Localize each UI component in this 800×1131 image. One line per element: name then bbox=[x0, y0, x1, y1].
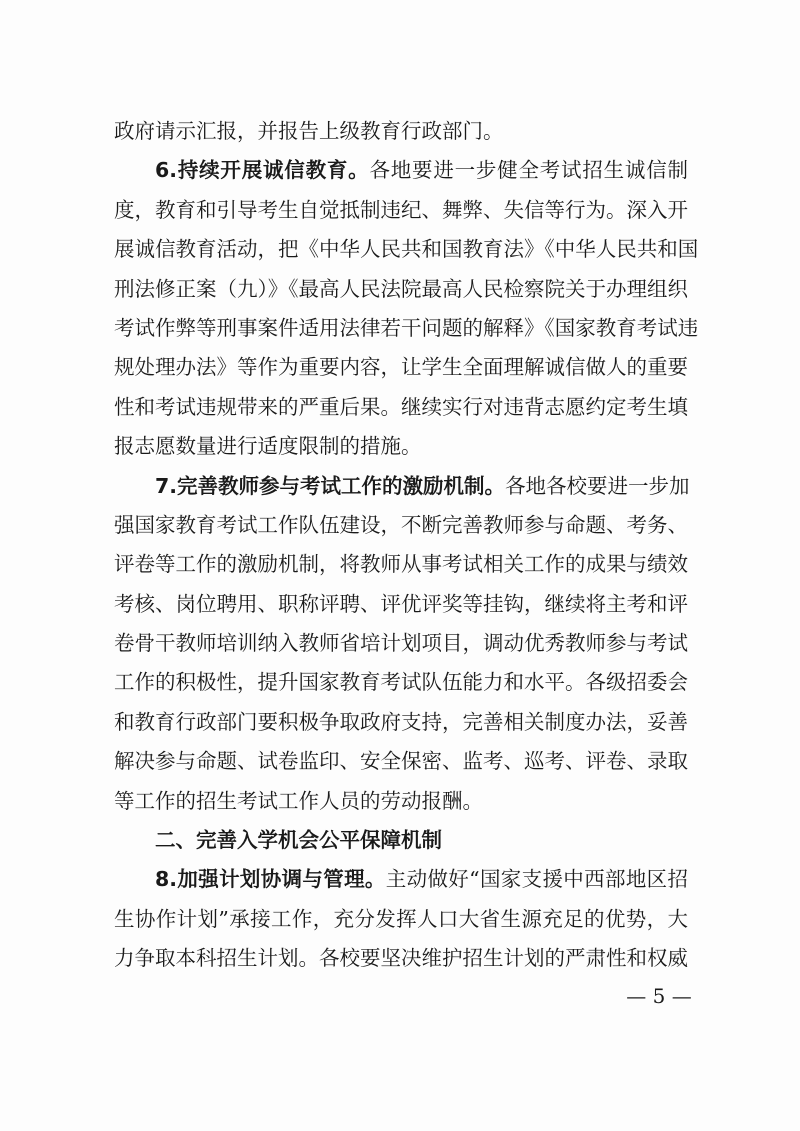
text-line: 政府请示汇报，并报告上级教育行政部门。 bbox=[114, 119, 504, 143]
paragraph-6-lead: 6.持续开展诚信教育。 bbox=[155, 158, 370, 183]
paragraph-8-lead: 8.加强计划协调与管理。 bbox=[155, 867, 386, 892]
text-line: 规处理办法》等作为重要内容，让学生全面理解诚信做人的重要 bbox=[114, 355, 688, 380]
paragraph-6-text: 各地要进一步健全考试招生诚信制 bbox=[369, 158, 688, 183]
text-line: 力争取本科招生计划。各校要坚决维护招生计划的严肃性和权威 bbox=[114, 946, 688, 971]
section-heading: 二、完善入学机会公平保障机制 bbox=[155, 828, 442, 853]
text-line: 度，教育和引导考生自觉抵制违纪、舞弊、失信等行为。深入开 bbox=[114, 197, 688, 222]
text-line: 考试作弊等刑事案件适用法律若干问题的解释》《国家教育考试违 bbox=[114, 315, 699, 340]
body-text bbox=[114, 112, 699, 979]
paragraph-7-lead: 7.完善教师参与考试工作的激励机制。 bbox=[155, 473, 506, 498]
paragraph-6-line bbox=[114, 151, 688, 190]
text-line: 刑法修正案（九）》《最高人民法院最高人民检察院关于办理组织 bbox=[114, 276, 688, 301]
paragraph-7-text: 各地各校要进一步加 bbox=[505, 473, 690, 498]
text-line: 展诚信教育活动，把《中华人民共和国教育法》《中华人民共和国 bbox=[114, 237, 699, 262]
paragraph-8-line bbox=[114, 860, 688, 899]
text-line: 性和考试违规带来的严重后果。继续实行对违背志愿约定考生填 bbox=[114, 394, 688, 419]
text-line: 工作的积极性，提升国家教育考试队伍能力和水平。各级招委会 bbox=[114, 670, 688, 695]
text-line: 报志愿数量进行适度限制的措施。 bbox=[114, 434, 422, 459]
text-line: 解决参与命题、试卷监印、安全保密、监考、巡考、评卷、录取 bbox=[114, 749, 688, 774]
paragraph-8-text: 主动做好“国家支援中西部地区招 bbox=[385, 867, 688, 892]
text-line: 评卷等工作的激励机制，将教师从事考试相关工作的成果与绩效 bbox=[114, 552, 688, 577]
text-line: 生协作计划”承接工作，充分发挥人口大省生源充足的优势，大 bbox=[114, 906, 688, 931]
page-number: — 5 — bbox=[626, 984, 692, 1008]
paragraph-7-line bbox=[114, 467, 688, 506]
text-line: 卷骨干教师培训纳入教师省培计划项目，调动优秀教师参与考试 bbox=[114, 631, 688, 656]
text-line: 考核、岗位聘用、职称评聘、评优评奖等挂钩，继续将主考和评 bbox=[114, 591, 688, 616]
text-line: 和教育行政部门要积极争取政府支持，完善相关制度办法，妥善 bbox=[114, 709, 688, 734]
text-line: 等工作的招生考试工作人员的劳动报酬。 bbox=[114, 788, 483, 813]
text-line: 强国家教育考试工作队伍建设，不断完善教师参与命题、考务、 bbox=[114, 512, 688, 537]
